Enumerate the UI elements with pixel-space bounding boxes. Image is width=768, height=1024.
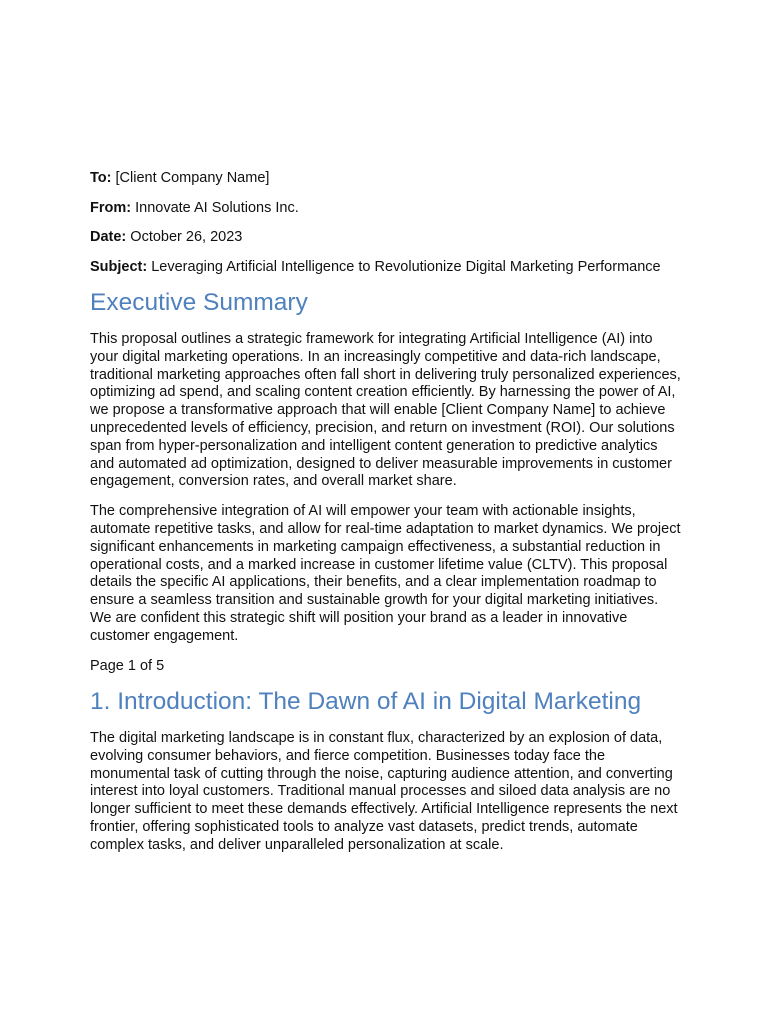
executive-summary-heading: Executive Summary [90,289,308,316]
memo-to [90,170,682,188]
memo-to-value: [Client Company Name] [111,170,270,186]
page-number: Page 1 of 5 [90,657,165,674]
memo-subject-value: Leveraging Artificial Intelligence to Revolutionize Digital Marketing Performance [147,258,661,275]
memo-date-label: Date: [90,229,127,245]
memo-from [90,200,682,218]
executive-summary-paragraph: The comprehensive integration of AI will empower your team with actionable insights, automate repetitive tasks, and allow for real-time adaptation to market dynamics. We project significant enhancements in marketing campaign effectiveness, a substantial reduction in operational costs, and a marked increase in customer lifetime value (CLTV). This proposal details the specific AI applications, their benefits, and a clear implementation roadmap to ensure a seamless transition and sustainable growth for your digital marketing initiatives. We are confident this strategic shift will position your brand as a leader in innovative customer engagement. [90,503,681,644]
executive-summary-paragraph: This proposal outlines a strategic framework for integrating Artificial Intelligence (AI) into your digital marketing operations. In an increasingly competitive and data-rich landscape, traditional marketing approaches often fall short in delivering truly personalized experiences, optimizing ad spend, and scaling content creation efficiently. By harnessing the power of AI, we propose a transformative approach that will enable [Client Company Name] to achieve unprecedented levels of efficiency, precision, and return on investment (ROI). Our solutions span from hyper-personalization and intelligent content generation to predictive analytics and automated ad optimization, designed to deliver measurable improvements in customer engagement, conversion rates, and overall market share. [90,331,681,490]
memo-from-label: From: [90,199,132,216]
document-page [90,170,682,867]
memo-from-value: Innovate AI Solutions Inc. [131,199,299,216]
memo-subject [90,259,682,277]
memo-date-value: October 26, 2023 [126,229,243,245]
introduction-paragraph: The digital marketing landscape is in constant flux, characterized by an explosion of data, evolving consumer behaviors, and fierce competition. Businesses today face the monumental task of cutting through the noise, capturing audience attention, and converting interest into loyal customers. Traditional manual processes and siloed data analysis are no longer sufficient to meet these demands effectively. Artificial Intelligence represents the next frontier, offering sophisticated tools to analyze vast datasets, predict trends, automate complex tasks, and deliver unparalleled personalization at scale. [90,730,678,853]
memo-date [90,229,682,247]
memo-subject-label: Subject: [90,258,148,275]
memo-to-label: To: [90,170,112,186]
introduction-heading: 1. Introduction: The Dawn of AI in Digital Marketing [90,688,642,716]
